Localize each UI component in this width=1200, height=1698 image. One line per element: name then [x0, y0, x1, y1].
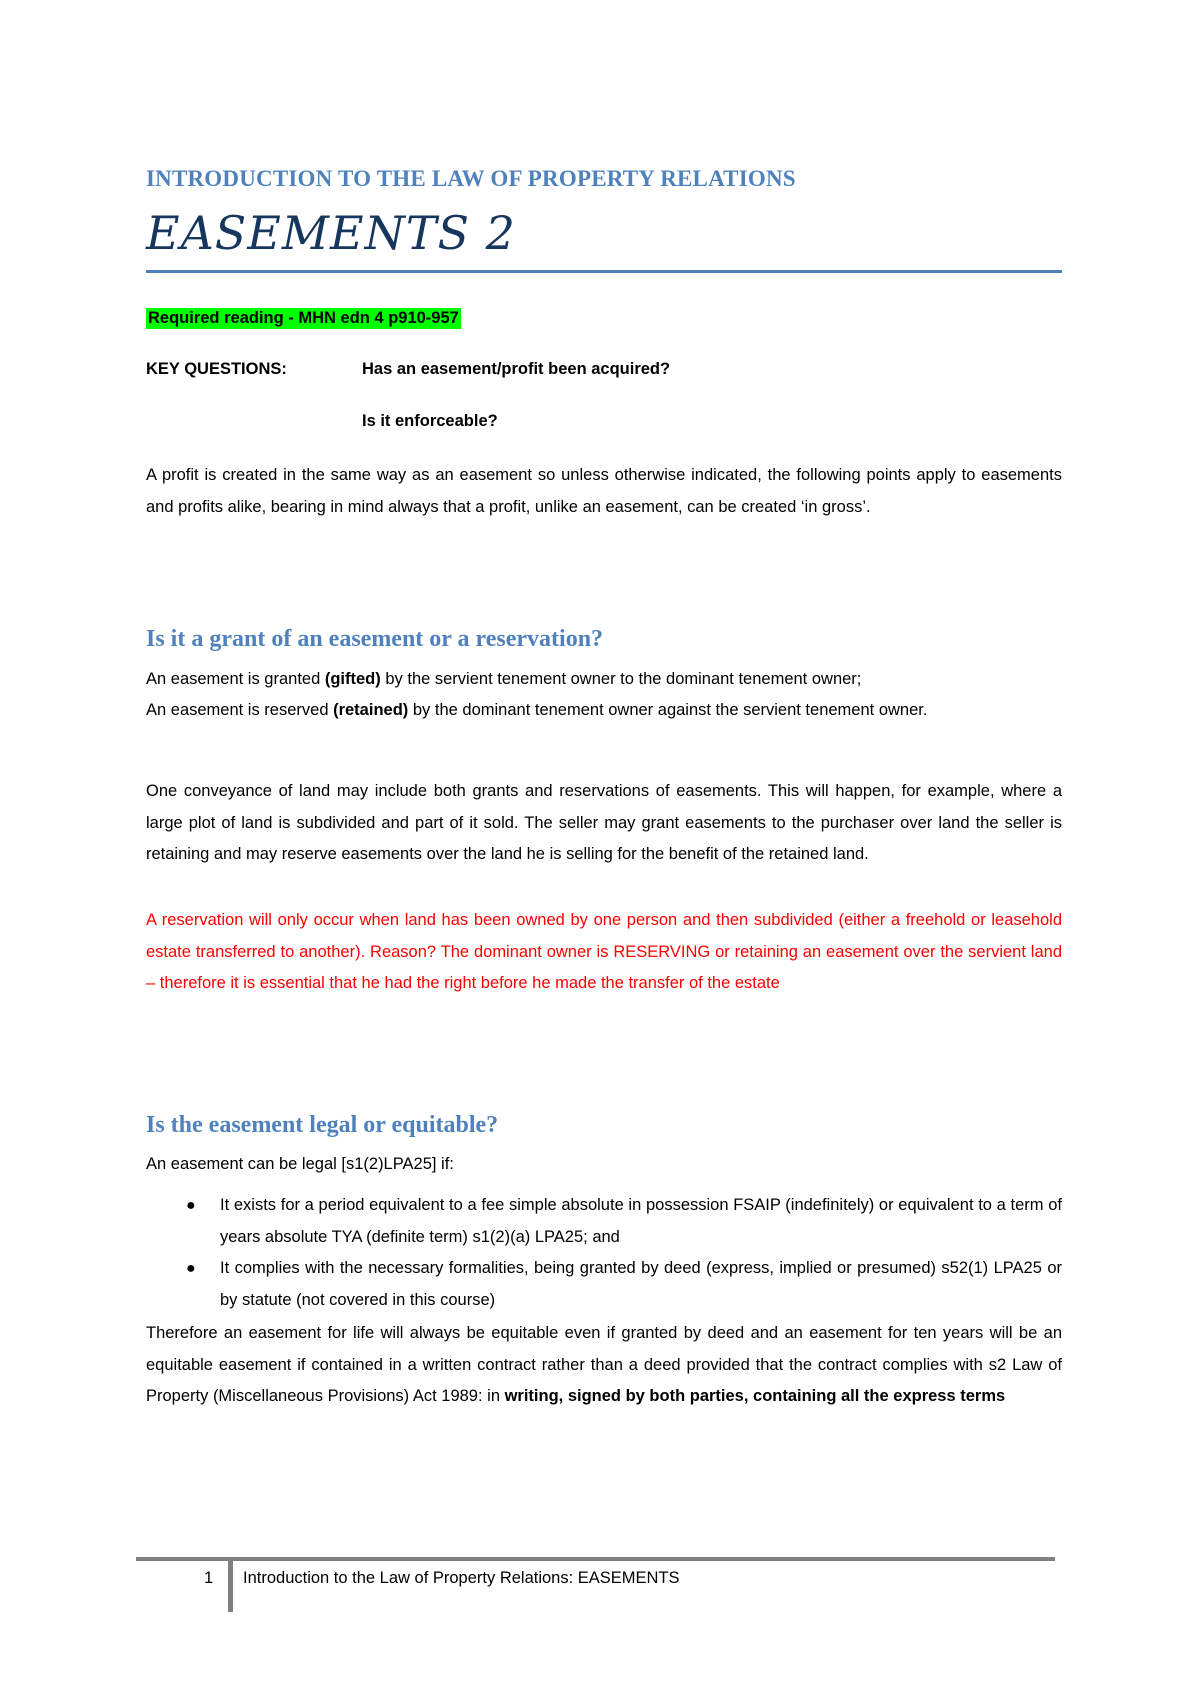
document-title: EASEMENTS 2 — [146, 206, 516, 260]
reservation-definition: An easement is reserved (retained) by the dominant tenement owner against the servient tenement owner. — [146, 701, 928, 719]
page-number: 1 — [204, 1569, 214, 1587]
document-supertitle: INTRODUCTION TO THE LAW OF PROPERTY RELATIONS — [146, 166, 796, 191]
intro-paragraph: A profit is created in the same way as an easement so unless otherwise indicated, the following points apply to easements and profits alike, bearing in mind always that a profit, unlike an easement, can be created ‘in gross’. — [146, 466, 1062, 516]
footer-divider — [228, 1557, 233, 1612]
list-item: ● It complies with the necessary formalities, being granted by deed (express, implied or presumed) s52(1) LPA25 or by statute (not covered in this course) — [146, 1253, 1062, 1316]
equitable-paragraph: Therefore an easement for life will always be equitable even if granted by deed and an easement for ten years will be an equitable easement if contained in a written contract rather than a deed provided that the contract complies with s2 Law of Property (Miscellaneous Provisions) Act 1989: in writing, signed by both parties, containing all the express terms — [146, 1324, 1062, 1405]
list-item: ● It exists for a period equivalent to a fee simple absolute in possession FSAIP (indefinitely) or equivalent to a term of years absolute TYA (definite term) s1(2)(a) LPA25; and — [146, 1190, 1062, 1253]
legal-easement-intro: An easement can be legal [s1(2)LPA25] if: — [146, 1155, 454, 1173]
footer-title: Introduction to the Law of Property Relations: EASEMENTS — [243, 1569, 680, 1587]
section-heading-grant-reservation: Is it a grant of an easement or a reservation? — [146, 626, 604, 652]
key-question-2: Is it enforceable? — [362, 412, 498, 430]
grant-definition: An easement is granted (gifted) by the servient tenement owner to the dominant tenement owner; — [146, 670, 862, 688]
legal-conditions-list — [146, 1190, 1062, 1316]
required-reading-highlight: Required reading - MHN edn 4 p910-957 — [148, 309, 459, 327]
key-question-1: Has an easement/profit been acquired? — [362, 360, 671, 378]
footer-rule — [136, 1557, 1055, 1561]
section-heading-legal-equitable: Is the easement legal or equitable? — [146, 1112, 499, 1138]
title-underline — [146, 270, 1062, 273]
conveyance-paragraph: One conveyance of land may include both grants and reservations of easements. This will happen, for example, where a large plot of land is subdivided and part of it sold. The seller may grant easements to the purchaser over land the seller is retaining and may reserve easements over the land he is selling for the benefit of the retained land. — [146, 782, 1062, 863]
key-questions-label: KEY QUESTIONS: — [146, 360, 287, 378]
bullet-icon: ● — [186, 1197, 196, 1214]
bullet-icon: ● — [186, 1260, 196, 1277]
reservation-note-red: A reservation will only occur when land has been owned by one person and then subdivided (either a freehold or leasehold estate transferred to another). Reason? The dominant owner is RESERVING or retaining an easement over the servient land – therefore it is essential that he had the right before he made the transfer of the estate — [146, 911, 1062, 992]
